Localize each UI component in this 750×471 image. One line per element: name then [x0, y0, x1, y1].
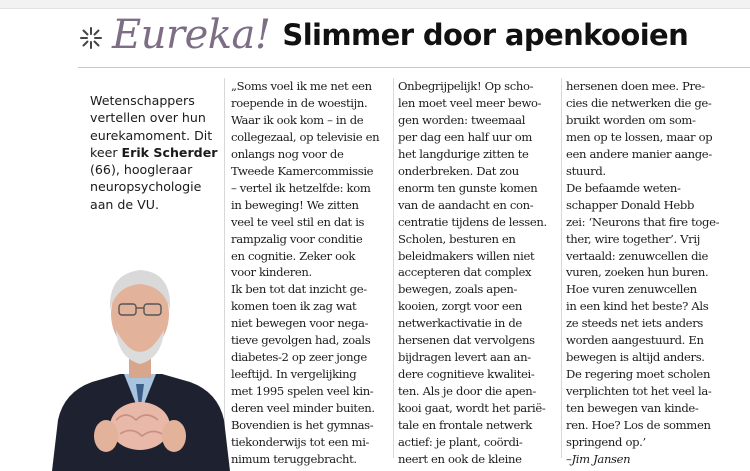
article-column-2	[398, 78, 558, 468]
article-line: bijdragen levert aan an-	[398, 350, 531, 365]
article-line: beleidmakers willen niet	[398, 248, 535, 263]
article-line: bewegen, zoals apen-	[398, 282, 518, 297]
article-line: ren. Hoe? Los de sommen	[566, 418, 711, 433]
article-line: vertaald: zenuwcellen die	[566, 248, 709, 263]
article-column-1	[231, 78, 391, 468]
article-line: centratie tijdens de lessen.	[398, 214, 547, 229]
article-line: enorm ten gunste komen	[398, 180, 538, 195]
article-line: diabetes-2 op zeer jonge	[231, 350, 367, 365]
intro-name: Erik Scherder	[121, 144, 218, 160]
article-line: veel te veel stil en dat is	[231, 214, 365, 229]
intro-post: (66), hoogleraar neuropsychologie aan de VU.	[90, 162, 202, 212]
article-line: nimum teruggebracht.	[231, 451, 357, 466]
article-line: van de aandacht en con-	[398, 197, 534, 212]
article-line: per dag een half uur om	[398, 129, 532, 144]
article-line: men op te lossen, maar op	[566, 129, 713, 144]
section-title: Eureka!	[112, 12, 271, 58]
article-line: springend op.’	[566, 435, 646, 450]
article-line: kooien, zorgt voor een	[398, 299, 523, 314]
column-divider	[393, 78, 394, 458]
article-line: voor kinderen.	[231, 265, 312, 280]
article-line: tiekonderwijs tot een mi-	[231, 435, 370, 450]
article-line: Onbegrijpelijk! Op scho-	[398, 79, 534, 93]
article-line: een andere manier aange-	[566, 146, 712, 161]
article-line: stuurd.	[566, 163, 606, 178]
article-line: schapper Donald Hebb	[566, 197, 695, 212]
article-line: – vertel ik hetzelfde: kom	[231, 180, 371, 195]
article-line: leeftijd. In vergelijking	[231, 367, 357, 382]
article-line: onderbreken. Dat zou	[398, 163, 519, 178]
article-line: actief: je plant, coördi-	[398, 435, 523, 450]
article-line: deren veel minder buiten.	[231, 401, 375, 416]
intro-text	[90, 92, 222, 213]
article-line: komen toen ik zag wat	[231, 299, 357, 314]
article-line: het langdurige zitten te	[398, 146, 529, 161]
intro-pre: Wetenschappers vertellen over hun eurekamoment. Dit keer	[90, 93, 213, 160]
article-line: dere cognitieve kwalitei-	[398, 367, 535, 382]
article-line: zei: ‘Neurons that fire toge-	[566, 214, 720, 229]
article-line: roepende in de woestijn.	[231, 95, 368, 110]
article-line: Bovendien is het gymnas-	[231, 418, 374, 433]
article-line: hersenen doen mee. Pre-	[566, 79, 705, 93]
article-line: ten. Als je door die apen-	[398, 384, 536, 399]
article-line: tieve gevolgen had, zoals	[231, 333, 371, 348]
portrait-photo	[50, 250, 230, 471]
article-line: onlangs nog voor de	[231, 146, 344, 161]
article-line: accepteren dat complex	[398, 265, 532, 280]
article-line: verplichten tot het veel la-	[566, 384, 712, 399]
asterisk-icon	[78, 25, 104, 51]
article-line: Ik ben tot dat inzicht ge-	[231, 282, 367, 297]
article-line: rampzalig voor conditie	[231, 231, 363, 246]
article-line: Hoe vuren zenuwcellen	[566, 282, 697, 297]
article-line: neert en ook de kleine	[398, 451, 522, 466]
article-line: vuren, zoeken hun buren.	[566, 265, 709, 280]
article-line: len moet veel meer bewo-	[398, 95, 542, 110]
article-column-3	[566, 78, 732, 468]
article-line: in een kind het beste? Als	[566, 299, 709, 314]
article-line: „Soms voel ik me net een	[231, 79, 372, 93]
column-divider	[561, 78, 562, 458]
article-line: De befaamde weten-	[566, 180, 681, 195]
article-line: ther, wire together’. Vrij	[566, 231, 700, 246]
article-line: bewegen is altijd anders.	[566, 350, 705, 365]
article-line: cies die netwerken die ge-	[566, 95, 712, 110]
article-line: bruikt worden om som-	[566, 112, 696, 127]
article-line: De regering moet scholen	[566, 367, 711, 382]
article-line: en cognitie. Zeker ook	[231, 248, 355, 263]
article-line: Tweede Kamercommissie	[231, 163, 374, 178]
article-header	[78, 6, 688, 64]
article-line: met 1995 spelen veel kin-	[231, 384, 374, 399]
article-line: Waar ik ook kom – in de	[231, 112, 364, 127]
article-line: worden aangestuurd. En	[566, 333, 704, 348]
article-line: tale en frontale netwerk	[398, 418, 532, 433]
article-line: Scholen, besturen en	[398, 231, 516, 246]
article-line: hersenen dat vervolgens	[398, 333, 535, 348]
author-signature: –Jim Jansen	[566, 451, 631, 466]
article-line: ze steeds net iets anders	[566, 316, 703, 331]
header-rule	[78, 67, 750, 68]
article-headline: Slimmer door apenkooien	[282, 17, 689, 52]
article-line: in beweging! We zitten	[231, 197, 359, 212]
article-line: kooi gaat, wordt het pariё-	[398, 401, 546, 416]
article-line: ten bewegen van kinde-	[566, 401, 699, 416]
article-line: netwerkactivatie in de	[398, 316, 522, 331]
article-line: niet bewegen voor nega-	[231, 316, 369, 331]
article-line: collegezaal, op televisie en	[231, 129, 380, 144]
article-line: gen worden: tweemaal	[398, 112, 526, 127]
